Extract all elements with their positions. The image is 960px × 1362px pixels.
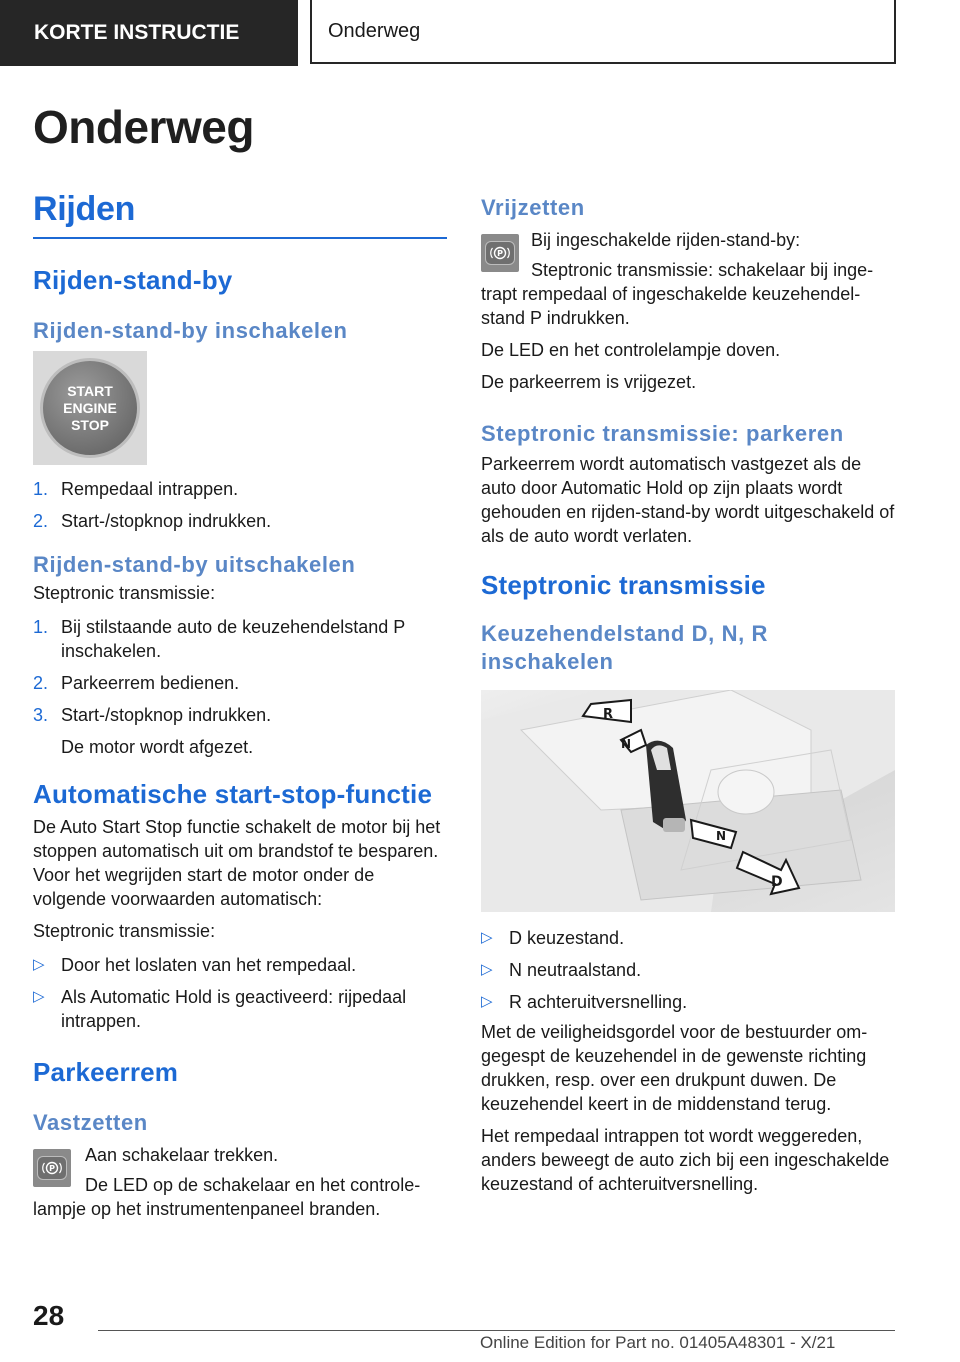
- triangle-bullet-icon: ▷: [481, 929, 493, 946]
- heading-autostart: Automatische start-stop-functie: [33, 779, 433, 809]
- uitschakelen-steps: [33, 615, 447, 727]
- keuze-items: [481, 926, 895, 1014]
- footer-edition: Online Edition for Part no. 01405A48301 - X/21: [480, 1333, 836, 1352]
- heading-uitschakelen: Rijden-stand-by uitschakelen: [33, 552, 356, 577]
- start-engine-stop-image: [33, 351, 147, 465]
- vastzetten-line1: Aan schakelaar trekken.: [85, 1145, 279, 1165]
- heading-keuzehendel: Keuzehendelstand D, N, R inschakelen: [481, 621, 768, 674]
- autostart-items: [33, 953, 447, 1033]
- triangle-bullet-icon: ▷: [481, 961, 493, 978]
- shifter-label-r: R: [603, 707, 614, 722]
- triangle-bullet-icon: ▷: [481, 993, 493, 1010]
- autostart-intro: Steptronic transmissie:: [33, 921, 216, 941]
- page-header: [0, 0, 960, 68]
- shifter-label-n-bottom: N: [716, 829, 727, 843]
- startbtn-text-engine: ENGINE: [63, 399, 117, 416]
- autostart-text: De Auto Start Stop functie schakelt de motor bij het stoppen automatisch uit om brandstof te besparen. Voor het wegrijden start de motor onder de volgende voorwaarden automatisch:: [33, 817, 441, 909]
- keuze-p2: Het rempedaal intrappen tot wordt weggereden, anders beweegt de auto zich bij een ingeschakelde keuzestand of achteruitversnelling.: [481, 1126, 890, 1194]
- startbtn-text-stop: STOP: [71, 416, 109, 433]
- vrijzetten-line2: Steptronic transmissie: schakelaar bij ingetrapt rempedaal of ingeschakelde keuzehendelstand P indrukken.: [481, 260, 874, 328]
- chapter-tab[interactable]: Onderweg: [310, 0, 896, 64]
- svg-text:P: P: [497, 249, 503, 258]
- parking-brake-icon: [33, 1149, 71, 1187]
- list-item: 1. Rempedaal intrappen.: [33, 479, 239, 499]
- parkeren-text: Parkeerrem wordt automatisch vastgezet als de auto door Automatic Hold op zijn plaats wordt gehouden en rijden-stand-by wordt uitgeschakeld of als de auto wordt verlaten.: [481, 454, 895, 546]
- heading-inschakelen: Rijden-stand-by inschakelen: [33, 318, 348, 343]
- heading-vastzetten: Vastzetten: [33, 1110, 148, 1135]
- page-title: Onderweg: [33, 101, 254, 153]
- list-item: ▷ Door het loslaten van het rempedaal.: [33, 955, 357, 975]
- heading-rijden: Rijden: [33, 190, 447, 239]
- right-column: [481, 190, 895, 1196]
- uitschakelen-intro: Steptronic transmissie:: [33, 583, 216, 603]
- heading-vrijzetten: Vrijzetten: [481, 195, 585, 220]
- heading-parkeren: Steptronic transmissie: parkeren: [481, 421, 844, 446]
- section-tab[interactable]: KORTE INSTRUCTIE: [0, 0, 298, 66]
- heading-parkeerrem: Parkeerrem: [33, 1057, 179, 1087]
- list-item: ▷ R achteruitversnelling.: [481, 992, 688, 1012]
- footer-divider: [98, 1330, 895, 1331]
- page-number: 28: [33, 1300, 65, 1331]
- triangle-bullet-icon: ▷: [33, 956, 45, 973]
- heading-steptronic: Steptronic transmissie: [481, 570, 766, 600]
- start-button-icon: [40, 358, 140, 458]
- vastzetten-line2: De LED op de schakelaar en het controlelampje op het instrumentenpaneel branden.: [33, 1175, 421, 1219]
- list-item: 2. Parkeerrem bedienen.: [33, 673, 240, 693]
- vrijzetten-p1: De LED en het controlelampje doven.: [481, 340, 781, 360]
- gear-selector-illustration: [481, 690, 895, 912]
- list-item: ▷ D keuzestand.: [481, 928, 625, 948]
- list-item: 2. Start-/stopknop indrukken.: [33, 511, 272, 531]
- vrijzetten-p2: De parkeerrem is vrijgezet.: [481, 372, 697, 392]
- parking-brake-icon: [481, 234, 519, 272]
- left-column: [33, 190, 447, 1221]
- inschakelen-steps: [33, 477, 447, 533]
- keuze-p1: Met de veiligheidsgordel voor de bestuurder omgegespt de keuzehendel in de gewenste richting drukken, resp. over een drukpunt duwen. De keuzehendel keert in de middenstand terug.: [481, 1022, 868, 1114]
- shifter-label-n-top: N: [621, 737, 632, 751]
- vrijzetten-line1: Bij ingeschakelde rijden-stand-by:: [531, 230, 801, 250]
- vrijzetten-block: [481, 228, 895, 330]
- triangle-bullet-icon: ▷: [33, 988, 45, 1005]
- gear-selector-image: [481, 690, 895, 912]
- shifter-label-d: D: [771, 874, 783, 890]
- list-item: ▷ Als Automatic Hold is geactiveerd: rijpedaal intrappen.: [33, 987, 407, 1031]
- startbtn-text-start: START: [67, 382, 113, 399]
- list-item: 1. Bij stilstaande auto de keuzehendelstand P inschakelen.: [33, 617, 405, 661]
- vastzetten-block: [33, 1143, 447, 1221]
- heading-rijden-stand-by: Rijden-stand-by: [33, 265, 233, 295]
- uitschakelen-note: De motor wordt afgezet.: [61, 737, 254, 757]
- list-item: 3. Start-/stopknop indrukken.: [33, 705, 272, 725]
- list-item: ▷ N neutraalstand.: [481, 960, 642, 980]
- svg-text:P: P: [49, 1164, 55, 1173]
